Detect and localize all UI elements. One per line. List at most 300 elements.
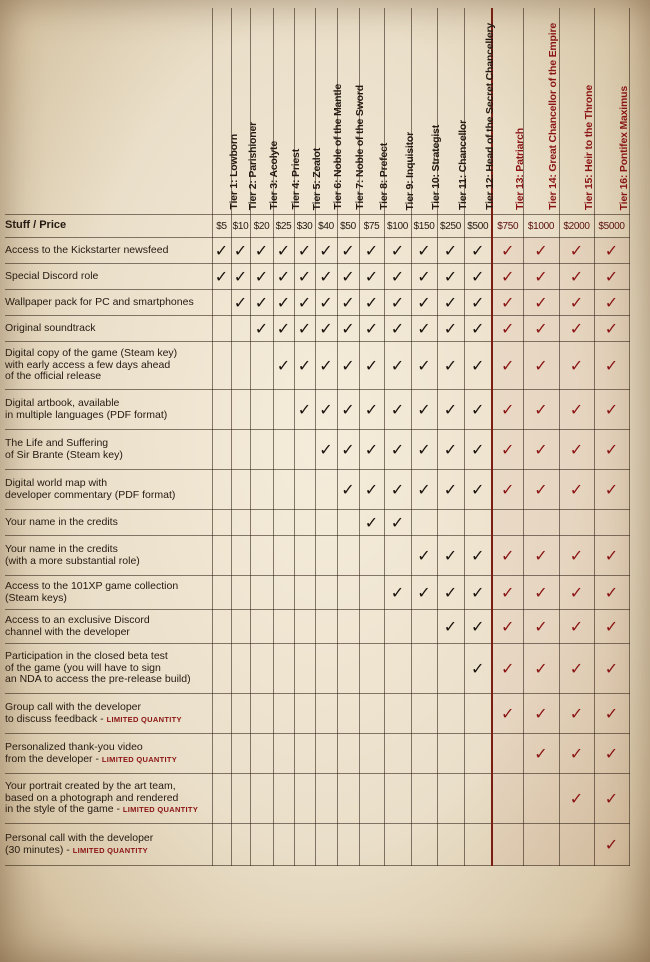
- reward-label: [5, 576, 212, 610]
- checkmark-icon: ✓: [569, 703, 584, 723]
- checkmark-icon: ✓: [471, 240, 485, 260]
- tier-4-cell: [273, 576, 294, 610]
- checkmark-icon: ✓: [341, 399, 355, 419]
- checkmark-icon: ✓: [233, 240, 248, 260]
- tier-11-cell: [437, 390, 464, 430]
- checkmark-icon: ✓: [390, 582, 405, 602]
- tier-8-cell: [359, 644, 384, 694]
- tier-1-cell: [212, 470, 231, 510]
- checkmark-icon: ✓: [390, 512, 405, 532]
- tier-12-cell: [464, 470, 492, 510]
- tier-1-cell: [212, 610, 231, 644]
- checkmark-icon: ✓: [604, 743, 619, 763]
- tier-1-cell: [212, 576, 231, 610]
- reward-row: [5, 238, 629, 264]
- tier-5-cell: [294, 316, 315, 342]
- tier-3-price: $20: [250, 215, 273, 238]
- tier-13-cell: [492, 644, 523, 694]
- tier-4-header: [273, 8, 302, 215]
- tier-16-price: $5000: [594, 215, 629, 238]
- checkmark-icon: ✓: [417, 399, 431, 419]
- tier-10-cell: [411, 290, 437, 316]
- tier-name: Tier 2: Parishioner: [246, 121, 259, 210]
- tier-10-cell: [411, 510, 437, 536]
- tier-1-header: [212, 8, 240, 215]
- checkmark-icon: ✓: [233, 292, 248, 312]
- reward-label: [5, 536, 212, 576]
- tier-9-cell: [384, 238, 411, 264]
- tier-13-price: $750: [492, 215, 523, 238]
- tier-12-cell: [464, 824, 492, 866]
- checkmark-icon: ✓: [297, 355, 312, 375]
- tier-name: Tier 16: Pontifex Maximus: [617, 85, 630, 210]
- checkmark-icon: ✓: [604, 266, 619, 286]
- checkmark-icon: ✓: [501, 582, 515, 602]
- checkmark-icon: ✓: [534, 479, 548, 499]
- checkmark-icon: ✓: [297, 318, 312, 338]
- checkmark-icon: ✓: [534, 703, 548, 723]
- tier-13-cell: [492, 610, 523, 644]
- tier-5-cell: [294, 824, 315, 866]
- tier-5-cell: [294, 238, 315, 264]
- checkmark-icon: ✓: [297, 292, 312, 312]
- limited-quantity-badge: LIMITED QUANTITY: [101, 754, 178, 764]
- tier-11-header: [437, 8, 469, 215]
- reward-row: [5, 342, 629, 390]
- checkmark-icon: ✓: [443, 545, 458, 565]
- reward-row: [5, 430, 629, 470]
- tier-3-cell: [250, 536, 273, 576]
- tier-name: Tier 5: Zealot: [310, 147, 323, 210]
- tier-8-cell: [359, 470, 384, 510]
- checkmark-icon: ✓: [214, 240, 229, 260]
- tier-2-cell: [231, 644, 250, 694]
- tier-10-cell: [411, 824, 437, 866]
- tier-6-cell: [315, 734, 337, 774]
- reward-row: [5, 536, 629, 576]
- tier-14-cell: [523, 264, 559, 290]
- checkmark-icon: ✓: [276, 240, 291, 260]
- tier-7-cell: [337, 510, 359, 536]
- reward-label-text: Personalized thank-you video from the developer -: [5, 741, 143, 765]
- checkmark-icon: ✓: [319, 355, 333, 375]
- reward-label: [5, 610, 212, 644]
- tier-12-cell: [464, 610, 492, 644]
- tier-11-cell: [437, 290, 464, 316]
- tier-7-cell: [337, 264, 359, 290]
- checkmark-icon: ✓: [471, 399, 485, 419]
- stuff-price-label: Stuff / Price: [5, 215, 212, 238]
- tier-14-cell: [523, 644, 559, 694]
- tier-11-cell: [437, 510, 464, 536]
- tier-name: Tier 8: Prefect: [377, 143, 390, 210]
- checkmark-icon: ✓: [443, 292, 458, 312]
- tier-6-price: $40: [315, 215, 337, 238]
- tier-9-cell: [384, 694, 411, 734]
- checkmark-icon: ✓: [569, 318, 584, 338]
- tier-8-cell: [359, 734, 384, 774]
- tier-9-cell: [384, 470, 411, 510]
- checkmark-icon: ✓: [471, 318, 485, 338]
- checkmark-icon: ✓: [501, 266, 515, 286]
- tier-11-cell: [437, 264, 464, 290]
- tier-5-cell: [294, 694, 315, 734]
- tier-13-cell: [492, 774, 523, 824]
- tier-16-cell: [594, 734, 629, 774]
- tier-5-cell: [294, 290, 315, 316]
- tier-10-cell: [411, 576, 437, 610]
- tier-7-cell: [337, 342, 359, 390]
- tier-3-cell: [250, 470, 273, 510]
- reward-row: [5, 824, 629, 866]
- checkmark-icon: ✓: [501, 703, 515, 723]
- tier-15-cell: [559, 238, 594, 264]
- tier-13-cell: [492, 824, 523, 866]
- reward-label-text: Access to the 101XP game collection (Steam keys): [5, 580, 179, 604]
- reward-label-text: Access to the Kickstarter newsfeed: [5, 243, 169, 256]
- checkmark-icon: ✓: [604, 292, 619, 312]
- checkmark-icon: ✓: [364, 439, 379, 459]
- tier-14-cell: [523, 510, 559, 536]
- tier-6-cell: [315, 430, 337, 470]
- checkmark-icon: ✓: [319, 318, 333, 338]
- tier-15-cell: [559, 316, 594, 342]
- tier-15-cell: [559, 536, 594, 576]
- checkmark-icon: ✓: [569, 479, 584, 499]
- tier-12-cell: [464, 238, 492, 264]
- tier-12-cell: [464, 290, 492, 316]
- checkmark-icon: ✓: [390, 318, 405, 338]
- reward-label: [5, 644, 212, 694]
- checkmark-icon: ✓: [569, 439, 584, 459]
- tier-6-cell: [315, 390, 337, 430]
- tier-8-cell: [359, 342, 384, 390]
- checkmark-icon: ✓: [471, 355, 485, 375]
- checkmark-icon: ✓: [471, 479, 485, 499]
- reward-label-text: Your portrait created by the art team, based on a photograph and rendered in the style of the game -: [5, 780, 179, 816]
- checkmark-icon: ✓: [534, 743, 548, 763]
- tier-12-price: $500: [464, 215, 492, 238]
- checkmark-icon: ✓: [604, 439, 619, 459]
- checkmark-icon: ✓: [443, 240, 458, 260]
- checkmark-icon: ✓: [569, 545, 584, 565]
- checkmark-icon: ✓: [501, 616, 515, 636]
- tier-9-cell: [384, 430, 411, 470]
- tier-11-cell: [437, 470, 464, 510]
- checkmark-icon: ✓: [319, 266, 333, 286]
- tier-14-header: [523, 8, 559, 215]
- tier-10-cell: [411, 644, 437, 694]
- tier-1-price: $5: [212, 215, 231, 238]
- checkmark-icon: ✓: [604, 703, 619, 723]
- tier-9-cell: [384, 610, 411, 644]
- tier-9-cell: [384, 774, 411, 824]
- tier-14-cell: [523, 824, 559, 866]
- tier-1-cell: [212, 430, 231, 470]
- tier-7-cell: [337, 774, 359, 824]
- checkmark-icon: ✓: [276, 355, 291, 375]
- checkmark-icon: ✓: [390, 355, 405, 375]
- tier-8-cell: [359, 430, 384, 470]
- tier-7-cell: [337, 470, 359, 510]
- reward-label: [5, 342, 212, 390]
- reward-label: [5, 238, 212, 264]
- tier-6-cell: [315, 238, 337, 264]
- tier-5-cell: [294, 644, 315, 694]
- tier-13-cell: [492, 238, 523, 264]
- tier-8-cell: [359, 264, 384, 290]
- tier-6-cell: [315, 576, 337, 610]
- tier-13-header: [492, 8, 526, 215]
- tier-8-cell: [359, 610, 384, 644]
- checkmark-icon: ✓: [569, 292, 584, 312]
- reward-label-text: Participation in the closed beta test of the game (you will have to sign an NDA to access the pre-release build): [5, 650, 191, 686]
- checkmark-icon: ✓: [534, 292, 548, 312]
- checkmark-icon: ✓: [534, 240, 548, 260]
- tier-2-cell: [231, 824, 250, 866]
- tier-10-cell: [411, 342, 437, 390]
- checkmark-icon: ✓: [471, 266, 485, 286]
- tier-10-cell: [411, 470, 437, 510]
- checkmark-icon: ✓: [417, 545, 431, 565]
- tier-1-cell: [212, 734, 231, 774]
- tier-4-cell: [273, 470, 294, 510]
- reward-label: [5, 390, 212, 430]
- checkmark-icon: ✓: [443, 582, 458, 602]
- tier-comparison-table: [5, 8, 630, 866]
- tier-12-cell: [464, 644, 492, 694]
- checkmark-icon: ✓: [604, 355, 619, 375]
- tier-name: Tier 3: Acolyte: [267, 141, 280, 210]
- tier-1-cell: [212, 510, 231, 536]
- tier-15-cell: [559, 510, 594, 536]
- tier-8-cell: [359, 536, 384, 576]
- tier-10-cell: [411, 430, 437, 470]
- checkmark-icon: ✓: [534, 266, 548, 286]
- reward-row: [5, 264, 629, 290]
- tier-5-cell: [294, 510, 315, 536]
- tier-2-cell: [231, 316, 250, 342]
- tier-6-cell: [315, 342, 337, 390]
- tier-8-cell: [359, 238, 384, 264]
- tier-11-cell: [437, 610, 464, 644]
- tier-5-cell: [294, 610, 315, 644]
- tier-4-cell: [273, 238, 294, 264]
- checkmark-icon: ✓: [534, 616, 548, 636]
- tier-4-cell: [273, 824, 294, 866]
- tier-10-cell: [411, 536, 437, 576]
- checkmark-icon: ✓: [534, 658, 548, 678]
- tier-9-cell: [384, 510, 411, 536]
- checkmark-icon: ✓: [364, 266, 379, 286]
- tier-9-cell: [384, 576, 411, 610]
- tier-1-cell: [212, 238, 231, 264]
- tier-13-cell: [492, 290, 523, 316]
- tier-5-cell: [294, 430, 315, 470]
- tier-3-cell: [250, 694, 273, 734]
- tier-5-cell: [294, 470, 315, 510]
- checkmark-icon: ✓: [319, 292, 333, 312]
- tier-12-cell: [464, 316, 492, 342]
- checkmark-icon: ✓: [604, 479, 619, 499]
- checkmark-icon: ✓: [297, 399, 312, 419]
- checkmark-icon: ✓: [297, 266, 312, 286]
- tier-3-cell: [250, 644, 273, 694]
- tier-8-cell: [359, 576, 384, 610]
- tier-13-cell: [492, 694, 523, 734]
- tier-9-cell: [384, 536, 411, 576]
- tier-15-cell: [559, 430, 594, 470]
- checkmark-icon: ✓: [341, 318, 355, 338]
- tier-3-cell: [250, 342, 273, 390]
- tier-14-cell: [523, 290, 559, 316]
- tier-name: Tier 15: Heir to the Throne: [582, 84, 595, 210]
- tier-5-price: $30: [294, 215, 315, 238]
- tier-2-cell: [231, 510, 250, 536]
- tier-4-cell: [273, 694, 294, 734]
- tier-11-cell: [437, 536, 464, 576]
- tier-10-cell: [411, 774, 437, 824]
- tier-name: Tier 9: Inquisitor: [403, 131, 416, 210]
- tier-12-cell: [464, 264, 492, 290]
- tier-6-cell: [315, 470, 337, 510]
- tier-15-cell: [559, 644, 594, 694]
- tier-4-cell: [273, 734, 294, 774]
- checkmark-icon: ✓: [417, 292, 431, 312]
- tier-2-cell: [231, 610, 250, 644]
- tier-13-cell: [492, 734, 523, 774]
- price-row: [5, 215, 629, 238]
- tier-8-cell: [359, 390, 384, 430]
- tier-16-cell: [594, 238, 629, 264]
- tier-11-cell: [437, 238, 464, 264]
- checkmark-icon: ✓: [443, 479, 458, 499]
- checkmark-icon: ✓: [297, 240, 312, 260]
- tier-9-cell: [384, 342, 411, 390]
- checkmark-icon: ✓: [569, 582, 584, 602]
- checkmark-icon: ✓: [501, 292, 515, 312]
- tier-7-header: [337, 8, 366, 215]
- tier-9-cell: [384, 390, 411, 430]
- checkmark-icon: ✓: [341, 240, 355, 260]
- tier-14-cell: [523, 610, 559, 644]
- tier-4-cell: [273, 290, 294, 316]
- checkmark-icon: ✓: [534, 582, 548, 602]
- tier-13-cell: [492, 264, 523, 290]
- tier-16-cell: [594, 536, 629, 576]
- tier-13-cell: [492, 510, 523, 536]
- tier-2-cell: [231, 734, 250, 774]
- tier-7-price: $50: [337, 215, 359, 238]
- tier-11-cell: [437, 774, 464, 824]
- checkmark-icon: ✓: [501, 355, 515, 375]
- checkmark-icon: ✓: [390, 240, 405, 260]
- tier-16-cell: [594, 342, 629, 390]
- tier-16-header: [594, 8, 629, 215]
- tier-15-cell: [559, 610, 594, 644]
- checkmark-icon: ✓: [364, 318, 379, 338]
- checkmark-icon: ✓: [443, 355, 458, 375]
- tier-11-cell: [437, 316, 464, 342]
- tier-9-cell: [384, 316, 411, 342]
- checkmark-icon: ✓: [364, 479, 379, 499]
- tier-15-price: $2000: [559, 215, 594, 238]
- tier-16-cell: [594, 774, 629, 824]
- tier-13-cell: [492, 536, 523, 576]
- tier-3-header: [250, 8, 280, 215]
- tier-12-cell: [464, 536, 492, 576]
- reward-label: [5, 290, 212, 316]
- tier-name: Tier 6: Noble of the Mantle: [332, 84, 344, 210]
- tier-3-cell: [250, 576, 273, 610]
- tier-5-cell: [294, 576, 315, 610]
- checkmark-icon: ✓: [417, 479, 431, 499]
- tier-2-cell: [231, 576, 250, 610]
- header-corner: [5, 8, 212, 215]
- checkmark-icon: ✓: [417, 318, 431, 338]
- checkmark-icon: ✓: [604, 788, 619, 808]
- tier-16-cell: [594, 390, 629, 430]
- tier-4-cell: [273, 644, 294, 694]
- checkmark-icon: ✓: [341, 355, 355, 375]
- reward-label-text: Digital artbook, available in multiple languages (PDF format): [5, 397, 168, 421]
- tier-9-price: $100: [384, 215, 411, 238]
- tier-11-cell: [437, 734, 464, 774]
- tier-6-cell: [315, 510, 337, 536]
- tier-name: Tier 11: Chancellor: [456, 120, 469, 210]
- reward-row: [5, 290, 629, 316]
- tier-1-cell: [212, 536, 231, 576]
- tier-5-cell: [294, 390, 315, 430]
- checkmark-icon: ✓: [501, 658, 515, 678]
- tier-9-cell: [384, 824, 411, 866]
- tier-2-cell: [231, 238, 250, 264]
- tier-16-cell: [594, 316, 629, 342]
- tier-12-cell: [464, 774, 492, 824]
- tier-6-cell: [315, 536, 337, 576]
- tier-12-header: [464, 8, 496, 215]
- tier-9-cell: [384, 734, 411, 774]
- reward-label-text: The Life and Suffering of Sir Brante (Steam key): [5, 437, 123, 461]
- checkmark-icon: ✓: [604, 240, 619, 260]
- tier-15-cell: [559, 390, 594, 430]
- limited-quantity-badge: LIMITED QUANTITY: [72, 845, 148, 855]
- tier-name: Tier 10: Strategist: [430, 125, 442, 210]
- tier-12-cell: [464, 390, 492, 430]
- tier-7-cell: [337, 238, 359, 264]
- tier-14-cell: [523, 694, 559, 734]
- checkmark-icon: ✓: [233, 266, 248, 286]
- tier-4-cell: [273, 316, 294, 342]
- tier-11-cell: [437, 824, 464, 866]
- tier-8-cell: [359, 774, 384, 824]
- tier-header-row: [5, 8, 629, 215]
- checkmark-icon: ✓: [501, 545, 515, 565]
- tier-2-cell: [231, 342, 250, 390]
- tier-1-cell: [212, 264, 231, 290]
- tier-3-cell: [250, 390, 273, 430]
- tier-14-cell: [523, 470, 559, 510]
- reward-rows: [5, 238, 629, 866]
- tier-8-cell: [359, 824, 384, 866]
- tier-14-cell: [523, 342, 559, 390]
- checkmark-icon: ✓: [471, 292, 485, 312]
- checkmark-icon: ✓: [534, 355, 548, 375]
- checkmark-icon: ✓: [319, 399, 333, 419]
- checkmark-icon: ✓: [364, 512, 379, 532]
- tier-7-cell: [337, 644, 359, 694]
- tier-8-cell: [359, 510, 384, 536]
